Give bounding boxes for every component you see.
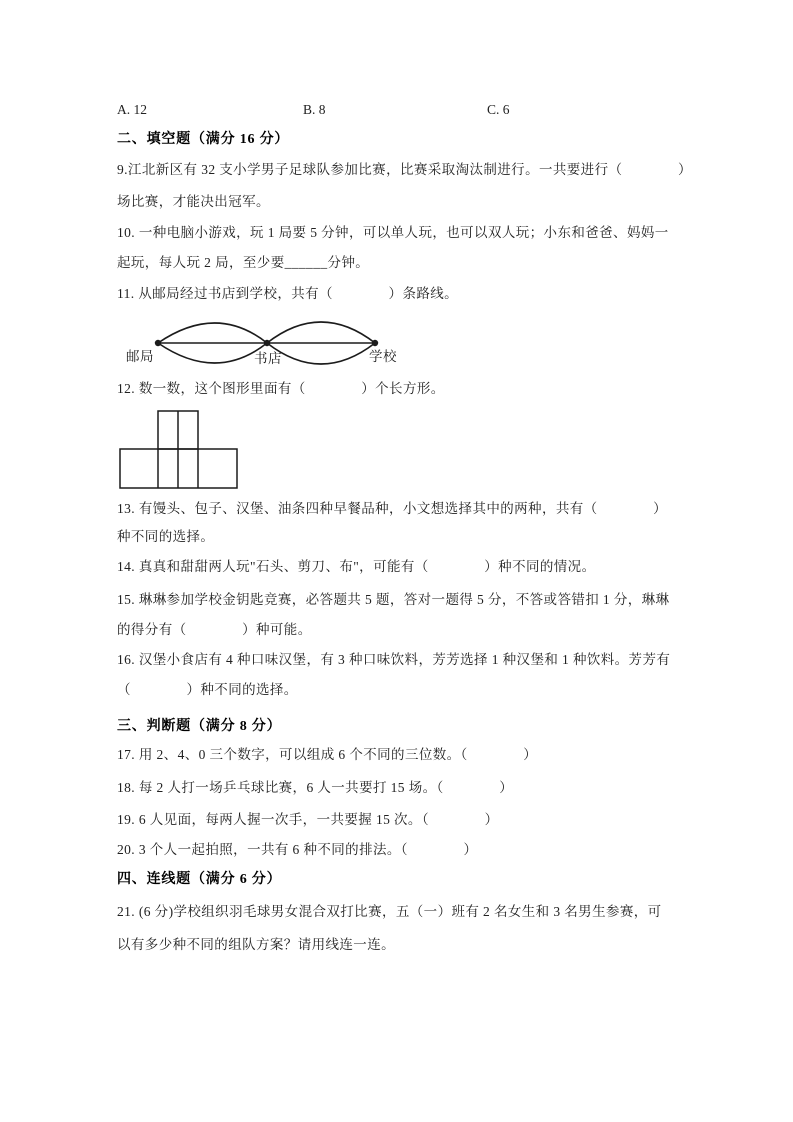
question-11-line-1: 11. 从邮局经过书店到学校，共有（ ）条路线。 (117, 286, 459, 301)
route-node-bookstore (264, 340, 270, 346)
section-heading-judgment: 三、判断题（满分 8 分） (117, 719, 282, 734)
route-node-label-bookstore: 书店 (254, 351, 282, 366)
question-16-line-1: 16. 汉堡小食店有 4 种口味汉堡，有 3 种口味饮料，芳芳选择 1 种汉堡和 1 种饮料。芳芳有 (117, 652, 671, 667)
question-19-line-1: 19. 6 人见面，每两人握一次手，一共要握 15 次。（ ） (117, 812, 499, 827)
section-heading-matching: 四、连线题（满分 6 分） (117, 872, 282, 887)
question-18-line-1: 18. 每 2 人打一场乒乓球比赛，6 人一共要打 15 场。（ ） (117, 780, 514, 795)
question-13-line-1: 13. 有馒头、包子、汉堡、油条四种早餐品种，小文想选择其中的两种，共有（ ） (117, 501, 668, 516)
question-21-line-1: 21. (6 分)学校组织羽毛球男女混合双打比赛，五（一）班有 2 名女生和 3 名男生参赛，可 (117, 904, 662, 919)
question-20-line-1: 20. 3 个人一起拍照，一共有 6 种不同的排法。（ ） (117, 842, 478, 857)
question-21-line-2: 以有多少种不同的组队方案？请用线连一连。 (117, 937, 395, 952)
question-10-line-1: 10. 一种电脑小游戏，玩 1 局要 5 分钟，可以单人玩，也可以双人玩；小东和爸爸、妈妈一 (117, 225, 669, 240)
question-15-line-2: 的得分有（ ）种可能。 (117, 622, 312, 637)
route-node-label-post-office: 邮局 (126, 349, 154, 364)
question-9-line-2: 场比赛，才能决出冠军。 (117, 194, 270, 209)
question-9-line-1: 9.江北新区有 32 支小学男子足球队参加比赛，比赛采取淘汰制进行。一共要进行（ ） (117, 162, 692, 177)
question-13-line-2: 种不同的选择。 (117, 529, 215, 544)
question-16-line-2: （ ）种不同的选择。 (117, 682, 298, 697)
question-12-line-1: 12. 数一数，这个图形里面有（ ）个长方形。 (117, 381, 445, 396)
route-node-label-school: 学校 (369, 349, 397, 364)
choice-option-b: B. 8 (303, 102, 326, 117)
route-node-school (372, 340, 378, 346)
choice-option-a: A. 12 (117, 102, 147, 117)
question-14-line-1: 14. 真真和甜甜两人玩"石头、剪刀、布"，可能有（ ）种不同的情况。 (117, 559, 596, 574)
question-17-line-1: 17. 用 2、4、0 三个数字，可以组成 6 个不同的三位数。（ ） (117, 747, 538, 762)
question-10-line-2: 起玩，每人玩 2 局，至少要______分钟。 (117, 255, 370, 270)
question-15-line-1: 15. 琳琳参加学校金钥匙竞赛，必答题共 5 题，答对一题得 5 分，不答或答错扣 1 分，琳琳 (117, 592, 670, 607)
rectangle-count-figure (112, 405, 252, 500)
choice-option-c: C. 6 (487, 102, 510, 117)
section-heading-fill-blank: 二、填空题（满分 16 分） (117, 132, 290, 147)
route-node-post-office (155, 340, 161, 346)
